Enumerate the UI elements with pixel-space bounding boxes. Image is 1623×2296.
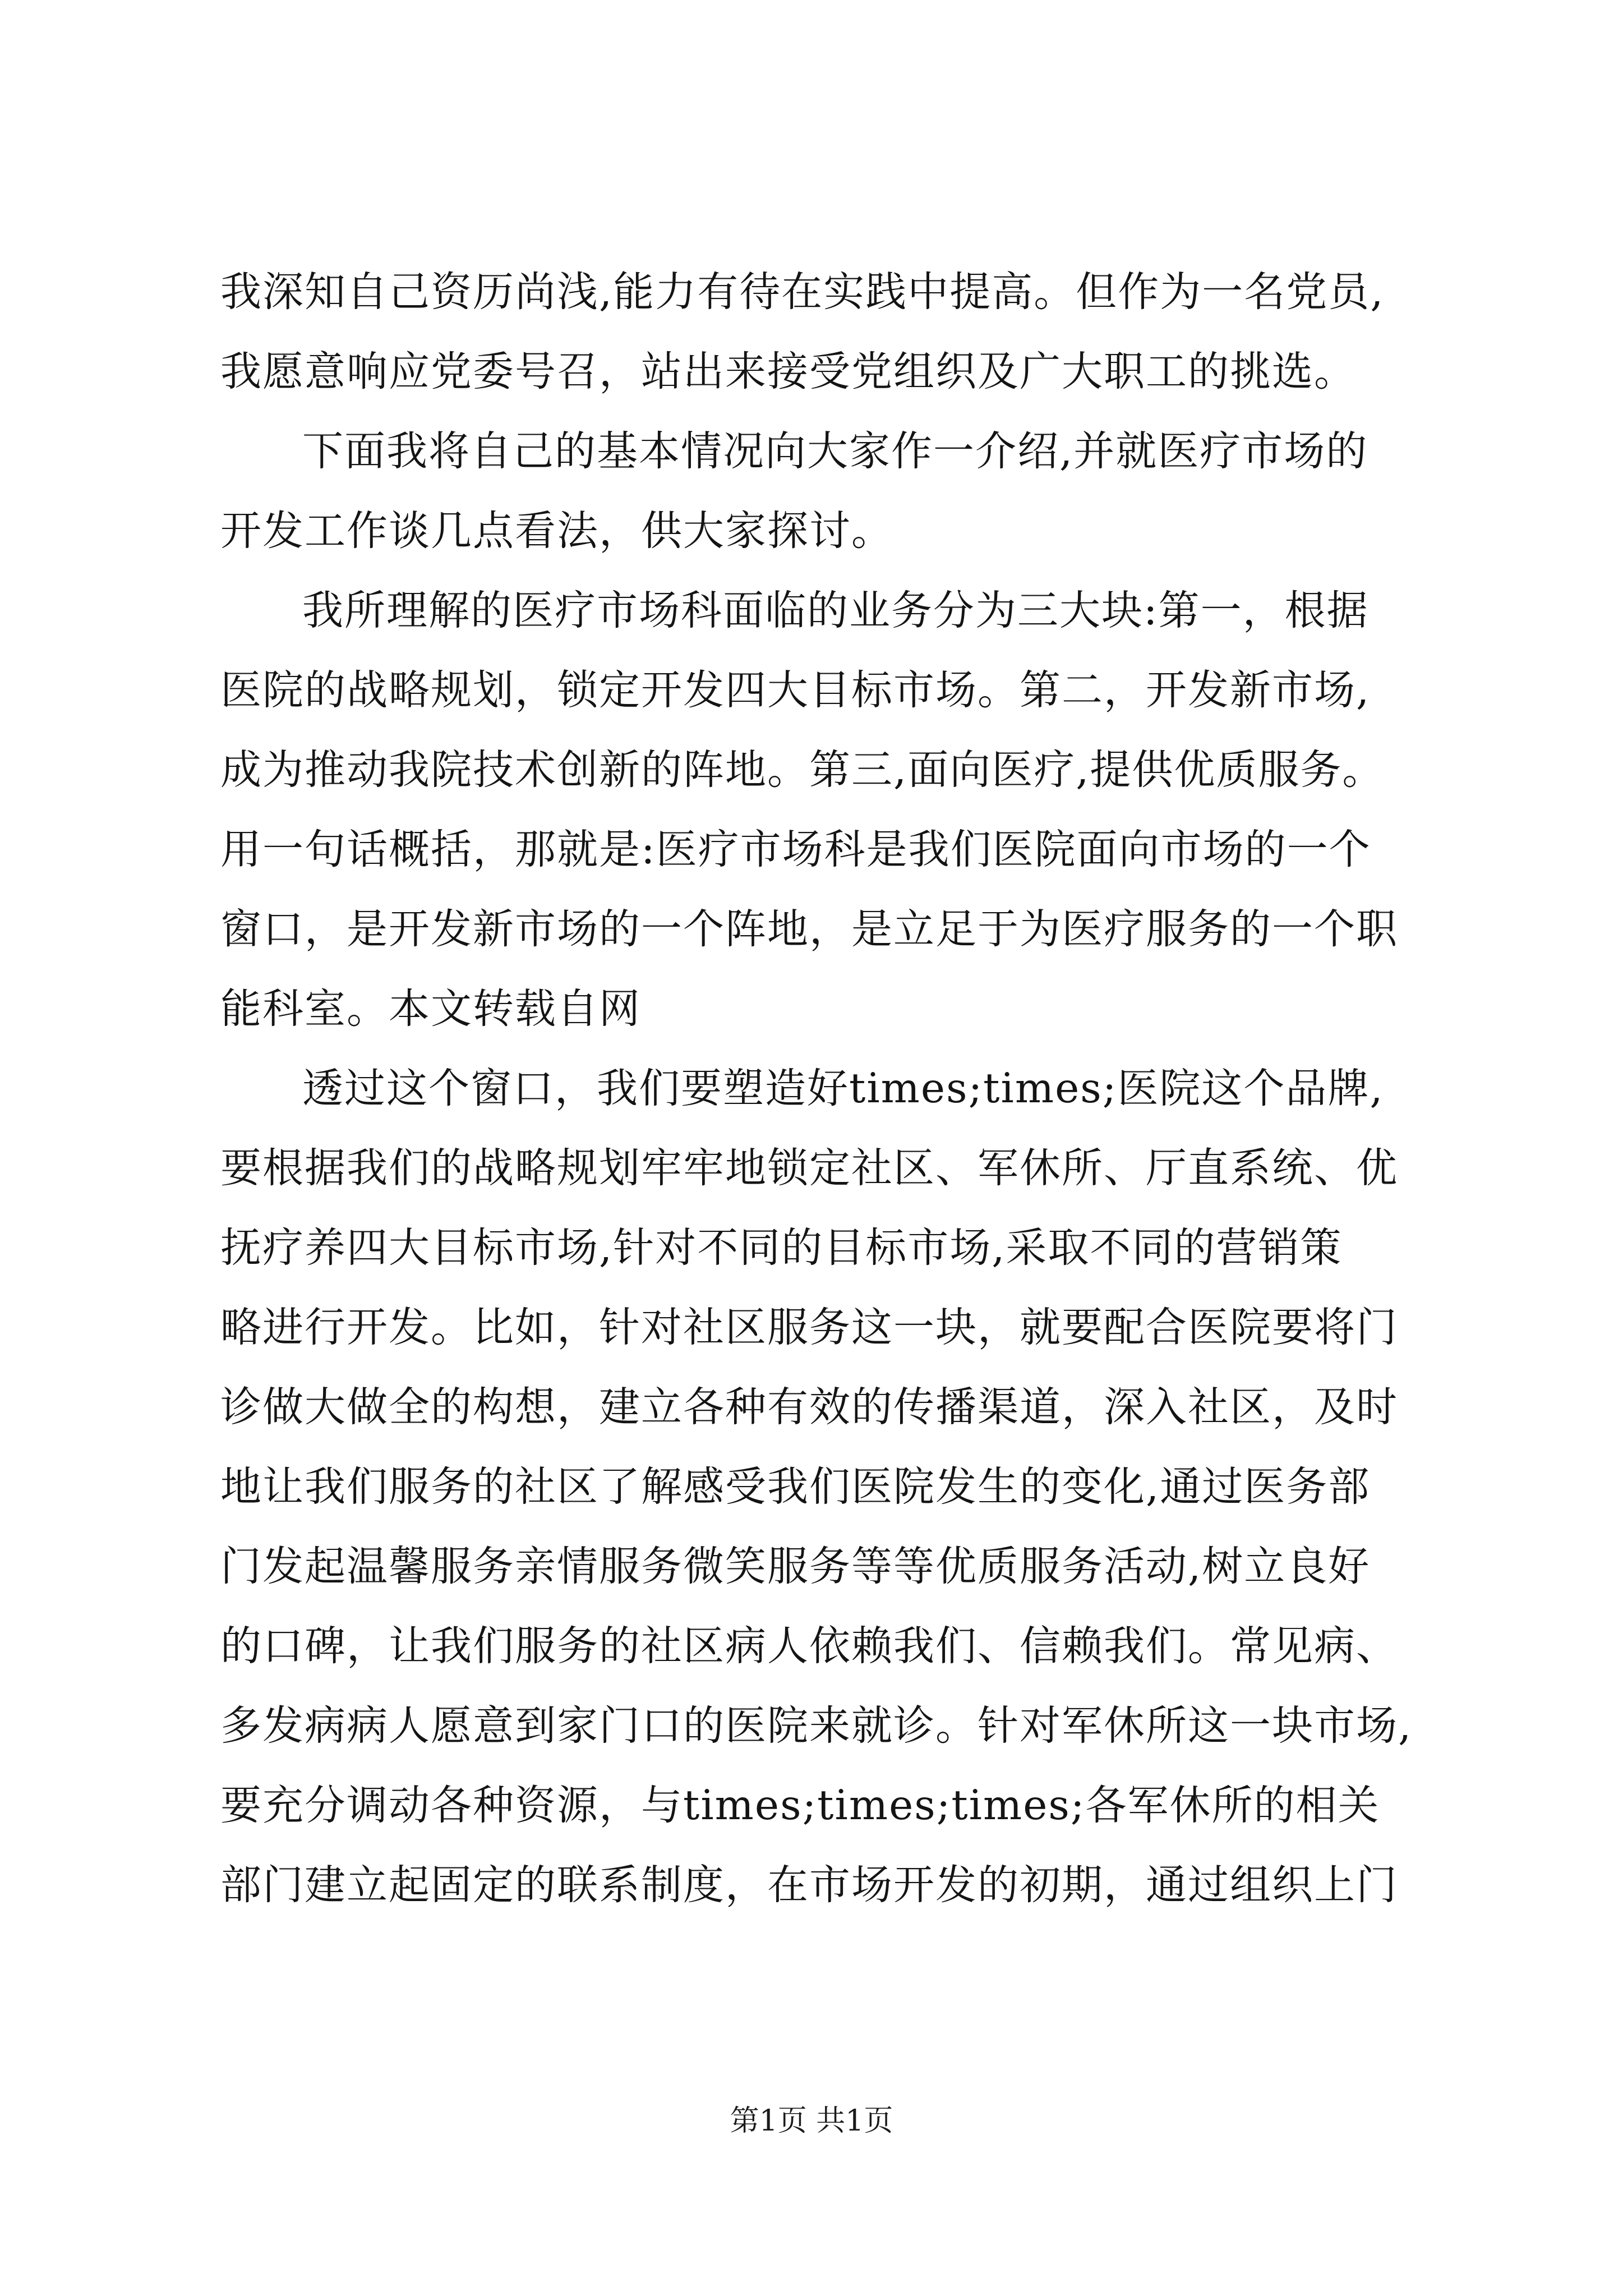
text-line-10: 能科室。本文转载自网 <box>220 985 641 1033</box>
text-line-8: 用一句话概括，那就是:医疗市场科是我们医院面向市场的一个 <box>220 826 1371 873</box>
text-line-17: 门发起温馨服务亲情服务微笑服务等等优质服务活动,树立良好 <box>220 1543 1371 1590</box>
text-line-9: 窗口，是开发新市场的一个阵地，是立足于为医疗服务的一个职 <box>220 905 1398 953</box>
text-line-11: 透过这个窗口，我们要塑造好times;times;医院这个品牌, <box>302 1065 1384 1112</box>
page-footer: 第1页 共1页 <box>730 2104 893 2138</box>
text-line-2: 我愿意响应党委号召，站出来接受党组织及广大职工的挑选。 <box>220 348 1356 395</box>
text-line-12: 要根据我们的战略规划牢牢地锁定社区、军休所、厅直系统、优 <box>220 1144 1398 1192</box>
text-line-4: 开发工作谈几点看法，供大家探讨。 <box>220 507 893 555</box>
text-line-14: 略进行开发。比如，针对社区服务这一块，就要配合医院要将门 <box>220 1304 1398 1351</box>
text-line-3: 下面我将自己的基本情况向大家作一介绍,并就医疗市场的 <box>302 427 1368 475</box>
text-line-1: 我深知自己资历尚浅,能力有待在实践中提高。但作为一名党员, <box>220 268 1385 316</box>
text-line-21: 部门建立起固定的联系制度，在市场开发的初期，通过组织上门 <box>220 1861 1398 1909</box>
text-line-18: 的口碑，让我们服务的社区病人依赖我们、信赖我们。常见病、 <box>220 1622 1398 1670</box>
text-line-5: 我所理解的医疗市场科面临的业务分为三大块:第一，根据 <box>302 587 1369 634</box>
text-line-16: 地让我们服务的社区了解感受我们医院发生的变化,通过医务部 <box>220 1463 1371 1511</box>
text-line-6: 医院的战略规划，锁定开发四大目标市场。第二，开发新市场, <box>220 666 1371 714</box>
document-body <box>220 252 1426 1925</box>
text-line-13: 抚疗养四大目标市场,针对不同的目标市场,采取不同的营销策 <box>220 1224 1343 1272</box>
text-line-20: 要充分调动各种资源，与times;times;times;各军休所的相关 <box>220 1782 1380 1829</box>
text-line-7: 成为推动我院技术创新的阵地。第三,面向医疗,提供优质服务。 <box>220 746 1385 794</box>
text-line-15: 诊做大做全的构想，建立各种有效的传播渠道，深入社区，及时 <box>220 1383 1398 1431</box>
text-line-19: 多发病病人愿意到家门口的医院来就诊。针对军休所这一块市场, <box>220 1702 1413 1750</box>
